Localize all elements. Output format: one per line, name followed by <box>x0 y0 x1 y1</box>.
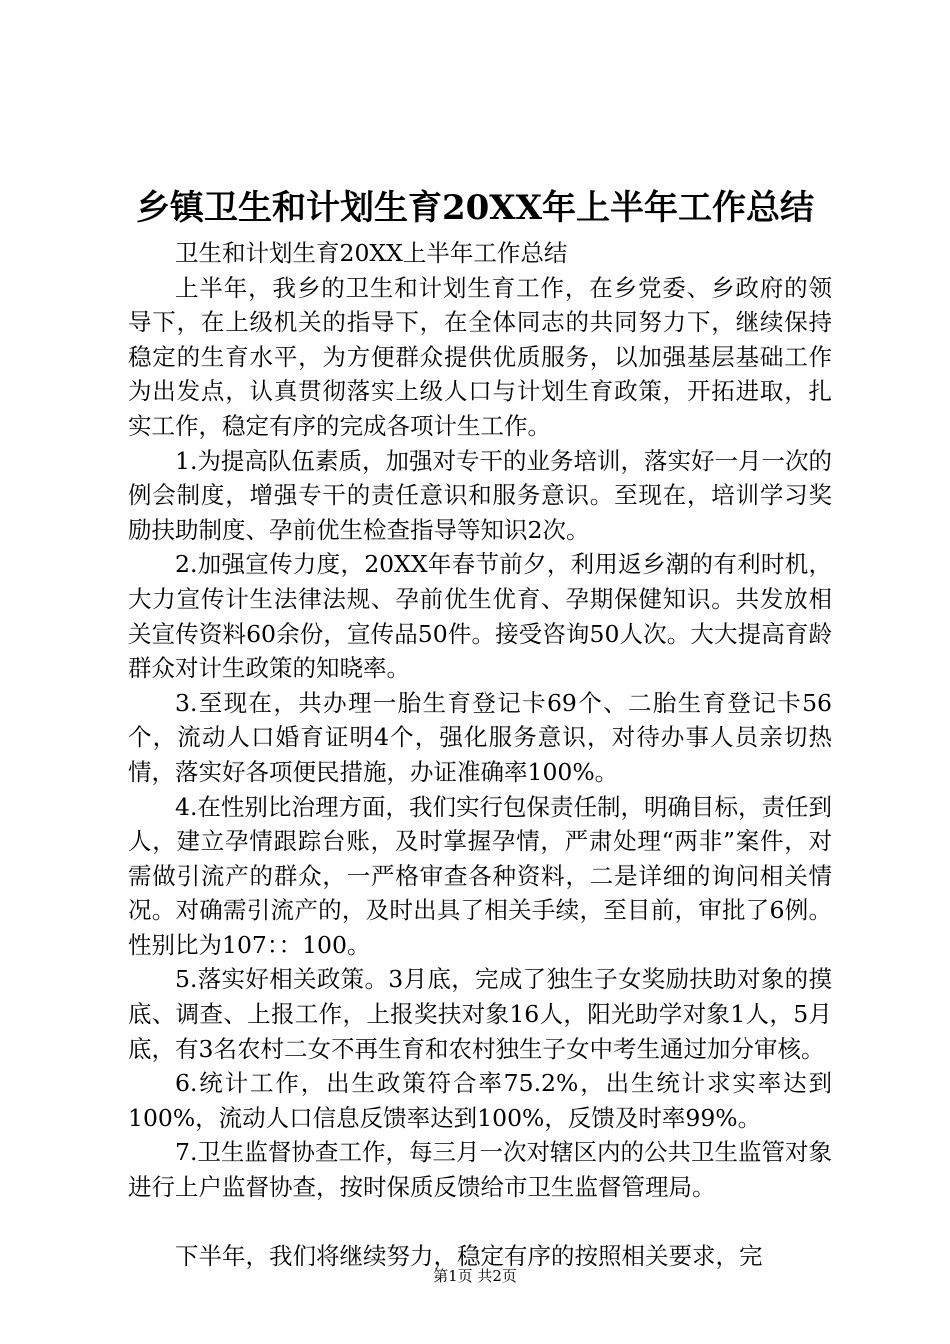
item-paragraph-1: 1.为提高队伍素质，加强对专干的业务培训，落实好一月一次的例会制度，增强专干的责任意识和服务意识。至现在，培训学习奖励扶助制度、孕前优生检查指导等知识2次。 <box>128 446 832 544</box>
intro-paragraph: 上半年，我乡的卫生和计划生育工作，在乡党委、乡政府的领导下，在上级机关的指导下，在全体同志的共同努力下，继续保持稳定的生育水平，为方便群众提供优质服务，以加强基层基础工作为出发点，认真贯彻落实上级人口与计划生育政策，开拓进取，扎实工作，稳定有序的完成各项计生工作。 <box>128 273 832 440</box>
item-paragraph-5: 5.落实好相关政策。3月底，完成了独生子女奖励扶助对象的摸底、调查、上报工作，上报奖扶对象16人，阳光助学对象1人，5月底，有3名农村二女不再生育和农村独生子女中考生通过加分审核。 <box>128 965 832 1063</box>
page-footer: 第1页 共2页 <box>433 1267 517 1285</box>
item-paragraph-2: 2.加强宣传力度，20XX年春节前夕，利用返乡潮的有利时机，大力宣传计生法律法规、孕前优生优育、孕期保健知识。共发放相关宣传资料60余份，宣传品50件。接受咨询50人次。大大提高育龄群众对计生政策的知晓率。 <box>128 550 832 683</box>
item-paragraph-7: 7.卫生监督协查工作，每三月一次对辖区内的公共卫生监管对象进行上户监督协查，按时保质反馈给市卫生监督管理局。 <box>128 1138 832 1202</box>
item-paragraph-6: 6.统计工作，出生政策符合率75.2%，出生统计求实率达到100%，流动人口信息反馈率达到100%，反馈及时率99%。 <box>128 1069 832 1132</box>
subtitle-paragraph: 卫生和计划生育20XX上半年工作总结 <box>175 239 568 267</box>
item-paragraph-4: 4.在性别比治理方面，我们实行包保责任制，明确目标，责任到人，建立孕情跟踪台账，及时掌握孕情，严肃处理“两非”案件，对需做引流产的群众，一严格审查各种资料，二是详细的询问相关情况。对确需引流产的，及时出具了相关手续，至目前，审批了6例。性别比为107：：100。 <box>128 792 832 959</box>
closing-paragraph: 下半年，我们将继续努力，稳定有序的按照相关要求，完 <box>175 1242 763 1271</box>
document-body <box>128 236 832 1274</box>
item-paragraph-3: 3.至现在，共办理一胎生育登记卡69个、二胎生育登记卡56个，流动人口婚育证明4个，强化服务意识，对待办事人员亲切热情，落实好各项便民措施，办证准确率100%。 <box>128 688 832 786</box>
document-title: 乡镇卫生和计划生育20XX年上半年工作总结 <box>135 188 815 228</box>
